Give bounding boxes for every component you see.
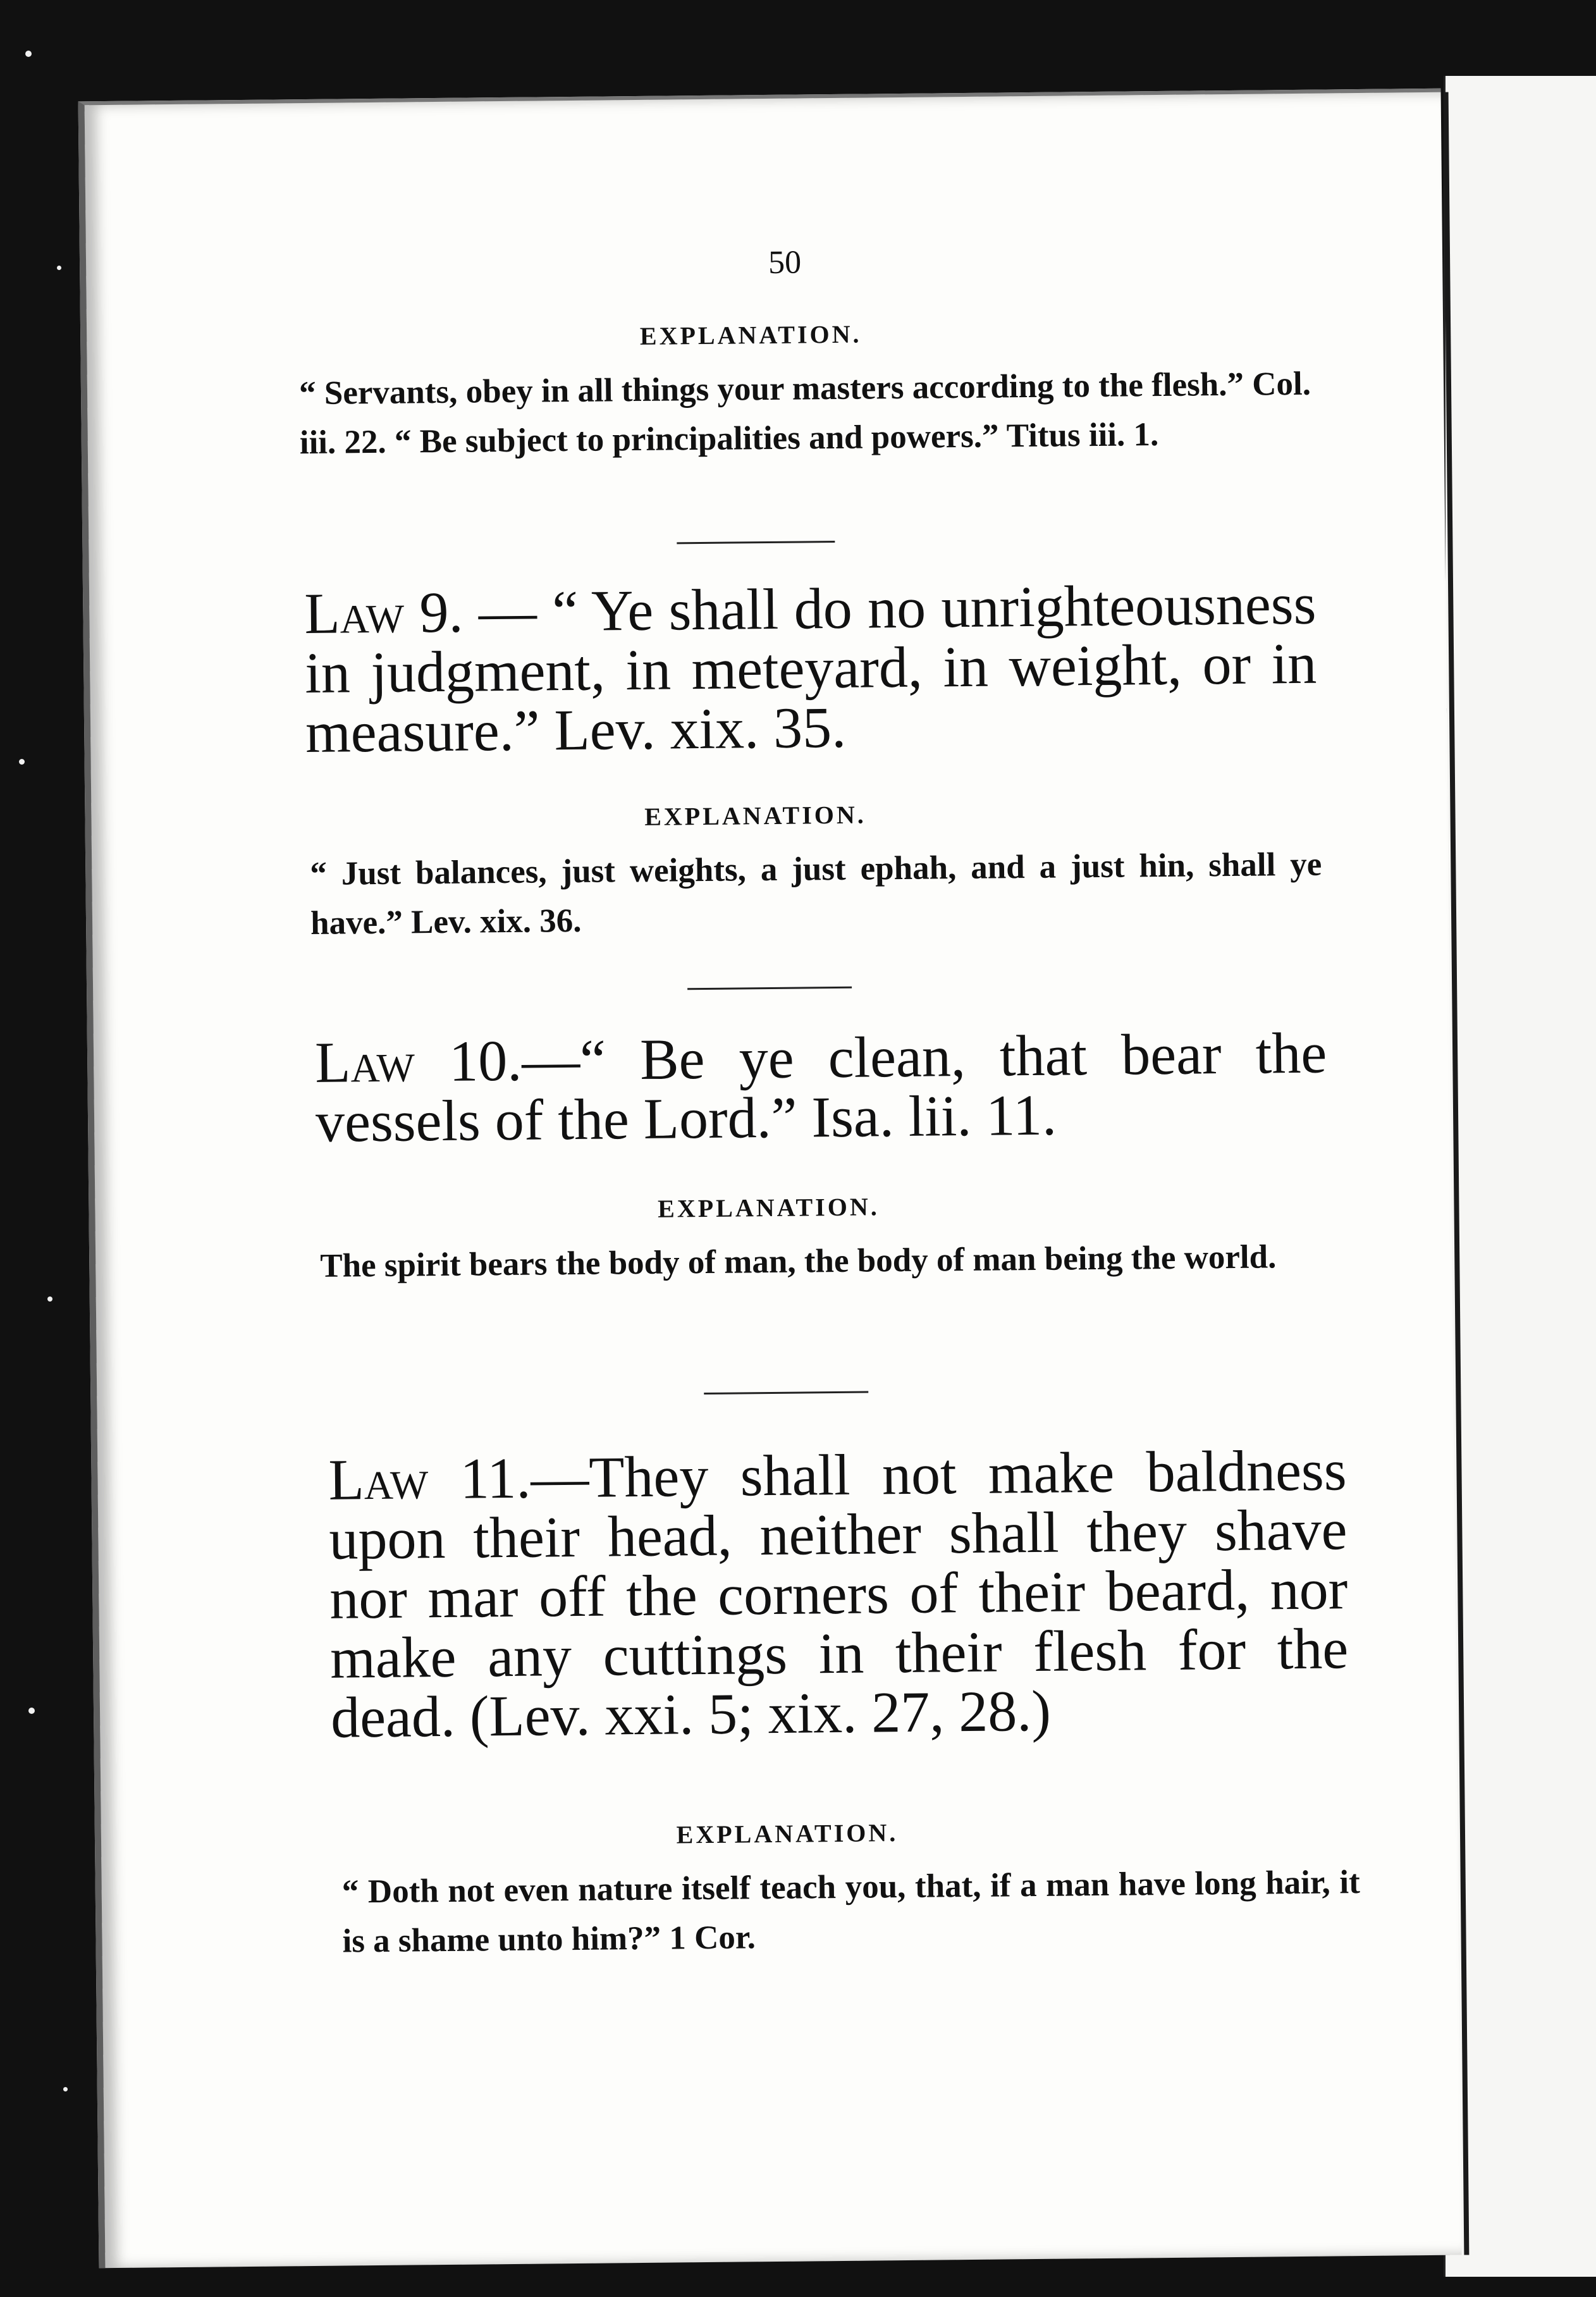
explanation-heading: EXPLANATION. — [644, 800, 867, 831]
law-label: Law — [328, 1446, 429, 1512]
scan-speck — [63, 2087, 68, 2091]
page-number: 50 — [768, 244, 802, 281]
explanation-heading: EXPLANATION. — [657, 1192, 880, 1223]
explanation-text: “ Just balances, just weights, a just ephah, and a just hin, shall ye have.” Lev. xix. 36. — [310, 846, 1322, 942]
explanation-heading: EXPLANATION. — [676, 1818, 899, 1849]
section-divider — [704, 1391, 868, 1395]
scan-speck — [28, 1708, 35, 1714]
scan-speck — [19, 759, 25, 765]
law-body: 10.—“ Be ye clean, that bear the vessels of the Lord.” Isa. lii. 11. — [315, 1020, 1327, 1154]
law-label: Law — [304, 580, 405, 646]
explanation-text: “ Doth not even nature itself teach you, that, if a man have long hair, it is a shame unto him?” 1 Cor. — [341, 1864, 1361, 1960]
scan-speck — [57, 266, 61, 270]
scan-speck — [25, 51, 32, 57]
section-divider — [687, 987, 852, 990]
facing-page-edge — [1444, 76, 1596, 2277]
law-10-text — [314, 1020, 1328, 1154]
section-divider — [677, 541, 835, 544]
explanation-text: The spirit bears the body of man, the body of man being the world. — [320, 1238, 1277, 1284]
explanation-heading: EXPLANATION. — [639, 319, 862, 350]
law-11-text — [328, 1438, 1349, 1750]
book-page — [78, 89, 1462, 2269]
law-9-text — [304, 571, 1318, 765]
law-label: Law — [314, 1029, 415, 1095]
law-body: 9. — “ Ye shall do no unrighteousness in judgment, in meteyard, in weight, or in measure.” Lev. xix. 35. — [304, 571, 1317, 765]
explanation-text: “ Servants, obey in all things your masters according to the flesh.” Col. iii. 22. “ Be subject to principalities and powers.” Titus iii. 1. — [298, 365, 1311, 462]
scan-speck — [47, 1296, 52, 1302]
law-body: 11.—They shall not make baldness upon their head, neither shall they shave nor mar off the corners of their beard, nor make any cuttings in their flesh for the dead. (Lev. xxi. 5; xix. 27, 28.) — [328, 1438, 1349, 1750]
